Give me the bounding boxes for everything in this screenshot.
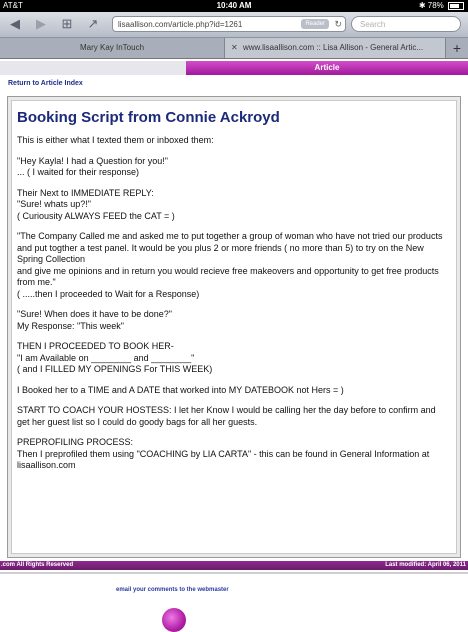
article-header <box>0 61 468 75</box>
article-content <box>11 100 457 554</box>
carrier-label: AT&T <box>3 1 23 10</box>
search-placeholder: Search <box>360 20 386 29</box>
tab-label: www.lisaallison.com :: Lisa Allison - General Artic... <box>243 43 424 52</box>
battery-percent: 78% <box>427 1 444 10</box>
search-input[interactable] <box>351 16 461 32</box>
email-webmaster-link[interactable]: email your comments to the webmaster <box>116 587 229 593</box>
article-paragraph <box>17 156 447 179</box>
share-icon[interactable]: ↗ <box>87 16 99 31</box>
article-line: I Booked her to a TIME and A DATE that worked into MY DATEBOOK not Hers = ) <box>17 384 344 395</box>
header-left-panel <box>0 61 186 75</box>
article-line: Their Next to IMMEDIATE REPLY: <box>17 187 154 198</box>
tab-label: Mary Kay InTouch <box>79 43 145 52</box>
article-line: "The Company Called me and asked me to put together a group of woman who have not tried our products <box>17 231 443 241</box>
article-line: and put togther a test panel. It would be you plus 2 or more friends ( no more than 5) to try on the New Spring Collection <box>17 242 424 264</box>
article-paragraph <box>17 231 447 300</box>
new-tab-button[interactable]: + <box>445 38 468 58</box>
close-tab-icon[interactable]: ✕ <box>231 43 238 52</box>
url-text: lisaallison.com/article.php?id=1261 <box>118 20 243 29</box>
article-body <box>17 135 447 481</box>
article-line: This is either what I texted them or inboxed them: <box>17 135 214 145</box>
footer-divider <box>0 572 468 574</box>
reload-icon[interactable]: ↻ <box>334 19 342 29</box>
article-line: START TO COACH YOUR HOSTESS: I let her Know I would be calling her the day before to confirm and get her guest list so I could do goody bags for all her guests. <box>17 405 436 427</box>
footer-bar <box>0 561 468 570</box>
article-line: PREPROFILING PROCESS: <box>17 437 134 447</box>
article-paragraph <box>17 437 447 472</box>
battery-icon <box>448 2 464 10</box>
article-line: ( Curiousity ALWAYS FEED the CAT = ) <box>17 210 175 221</box>
reader-button[interactable]: Reader <box>301 19 329 29</box>
article-frame <box>7 96 461 558</box>
article-paragraph <box>17 341 447 376</box>
battery-indicator <box>419 0 464 12</box>
last-modified-text: Last modified: April 06, 2011 <box>385 562 466 568</box>
bookmarks-icon[interactable]: ⊞ <box>61 16 73 31</box>
article-line: "I am Available on ________ and ________" <box>17 352 195 363</box>
tab-mary-kay[interactable] <box>0 38 225 58</box>
back-arrow-icon[interactable]: ◀ <box>10 16 20 31</box>
article-paragraph <box>17 309 447 332</box>
article-paragraph <box>17 385 447 397</box>
article-line: and give me opinions and in return you would recieve free makeovers and opportunity to get free products from me." <box>17 265 439 287</box>
forward-arrow-icon[interactable]: ▶ <box>36 16 46 31</box>
article-paragraph <box>17 405 447 428</box>
address-bar[interactable] <box>112 16 346 32</box>
article-line: "Hey Kayla! I had a Question for you!" <box>17 155 168 166</box>
article-paragraph <box>17 188 447 223</box>
article-line: ( and I FILLED MY OPENINGS For THIS WEEK) <box>17 364 213 374</box>
status-bar <box>0 0 468 12</box>
return-to-index-link[interactable]: Return to Article Index <box>8 80 83 87</box>
article-title: Booking Script from Connie Ackroyd <box>17 109 280 126</box>
article-line: ( .....then I proceeded to Wait for a Response) <box>17 288 200 299</box>
article-line: ... ( I waited for their response) <box>17 167 140 177</box>
clock: 10:40 AM <box>216 1 252 10</box>
site-logo-icon <box>162 608 186 632</box>
article-line: THEN I PROCEEDED TO BOOK HER- <box>17 341 174 351</box>
article-line: My Response: "This week" <box>17 320 124 331</box>
article-line: "Sure! When does it have to be done?" <box>17 309 172 319</box>
article-line: "Sure! whats up?!" <box>17 199 91 209</box>
tab-lisaallison[interactable] <box>225 38 445 58</box>
tab-bar <box>0 38 468 59</box>
copyright-text: .com All Rights Reserved <box>1 562 74 568</box>
article-line: Then I preprofiled them using "COACHING by LIA CARTA" - this can be found in General Information at lisaallison.com <box>17 448 430 470</box>
article-paragraph <box>17 135 447 147</box>
bluetooth-icon: ✱ <box>418 1 426 10</box>
browser-toolbar <box>0 12 468 38</box>
article-header-bar: Article <box>186 61 468 75</box>
